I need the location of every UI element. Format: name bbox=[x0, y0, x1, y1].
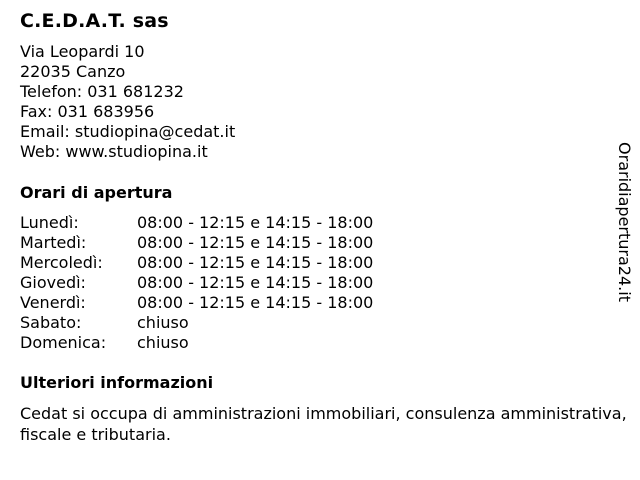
day-label: Sabato: bbox=[20, 313, 82, 332]
fax-line: Fax: 031 683956 bbox=[20, 102, 155, 121]
city-line: 22035 Canzo bbox=[20, 62, 126, 81]
day-label: Venerdì: bbox=[20, 293, 86, 312]
day-hours: chiuso bbox=[137, 313, 189, 332]
site-watermark: Oraridiapertura24.it bbox=[615, 142, 634, 302]
more-info-text: Cedat si occupa di amministrazioni immobiliari, consulenza amministrativa, fiscale e tributaria. bbox=[20, 404, 627, 444]
web-line: Web: www.studiopina.it bbox=[20, 142, 208, 161]
email-line: Email: studiopina@cedat.it bbox=[20, 122, 236, 141]
day-hours: 08:00 - 12:15 e 14:15 - 18:00 bbox=[137, 273, 374, 292]
hours-row-friday bbox=[20, 293, 620, 313]
hours-row-wednesday bbox=[20, 253, 620, 273]
hours-row-saturday bbox=[20, 313, 620, 333]
hours-row-tuesday bbox=[20, 233, 620, 253]
opening-hours-heading: Orari di apertura bbox=[20, 183, 173, 202]
day-hours: 08:00 - 12:15 e 14:15 - 18:00 bbox=[137, 253, 374, 272]
address-line: Via Leopardi 10 bbox=[20, 42, 145, 61]
phone-line: Telefon: 031 681232 bbox=[20, 82, 184, 101]
day-label: Lunedì: bbox=[20, 213, 79, 232]
day-hours: 08:00 - 12:15 e 14:15 - 18:00 bbox=[137, 233, 374, 252]
more-info-heading: Ulteriori informazioni bbox=[20, 373, 214, 392]
hours-row-thursday bbox=[20, 273, 620, 293]
day-hours: 08:00 - 12:15 e 14:15 - 18:00 bbox=[137, 293, 374, 312]
opening-hours-table bbox=[20, 213, 620, 353]
business-name: C.E.D.A.T. sas bbox=[20, 10, 169, 32]
day-label: Mercoledì: bbox=[20, 253, 103, 272]
day-label: Giovedì: bbox=[20, 273, 86, 292]
day-hours: 08:00 - 12:15 e 14:15 - 18:00 bbox=[137, 213, 374, 232]
hours-row-monday bbox=[20, 213, 620, 233]
day-label: Martedì: bbox=[20, 233, 87, 252]
hours-row-sunday bbox=[20, 333, 620, 353]
day-hours: chiuso bbox=[137, 333, 189, 352]
day-label: Domenica: bbox=[20, 333, 107, 352]
